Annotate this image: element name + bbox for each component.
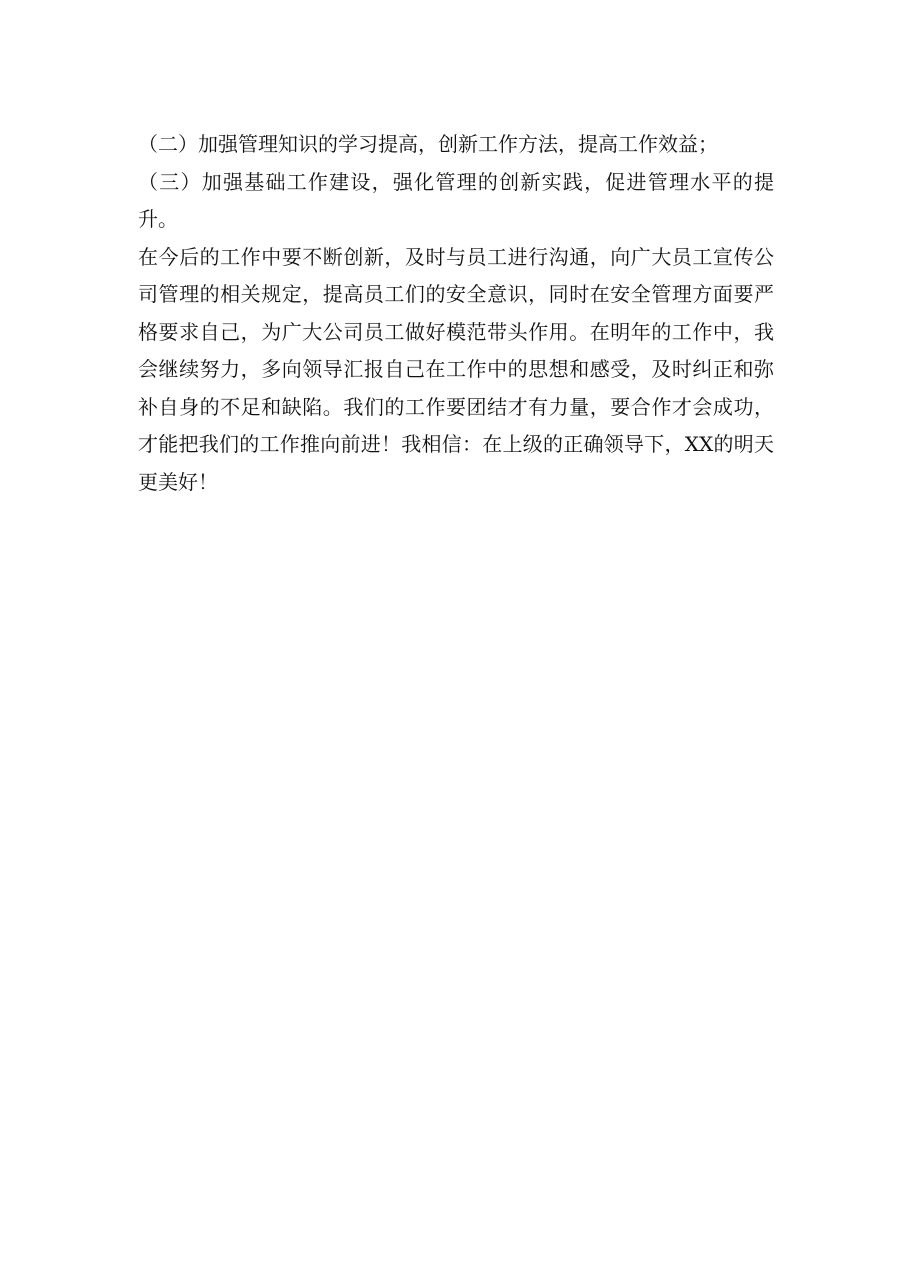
document-body — [138, 126, 774, 501]
paragraph-item-3: （三）加强基础工作建设，强化管理的创新实践，促进管理水平的提升。 — [138, 169, 774, 231]
paragraph-item-2: （二）加强管理知识的学习提高，创新工作方法，提高工作效益； — [138, 132, 718, 156]
paragraph-closing: 在今后的工作中要不断创新，及时与员工进行沟通，向广大员工宣传公司管理的相关规定，提高员工们的安全意识，同时在安全管理方面要严格要求自己，为广大公司员工做好模范带头作用。在明年的工作中，我会继续努力，多向领导汇报自己在工作中的思想和感受，及时纠正和弥补自身的不足和缺陷。我们的工作要团结才有力量，要合作才会成功，才能把我们的工作推向前进！我相信：在上级的正确领导下，XX的明天更美好！ — [138, 244, 774, 494]
